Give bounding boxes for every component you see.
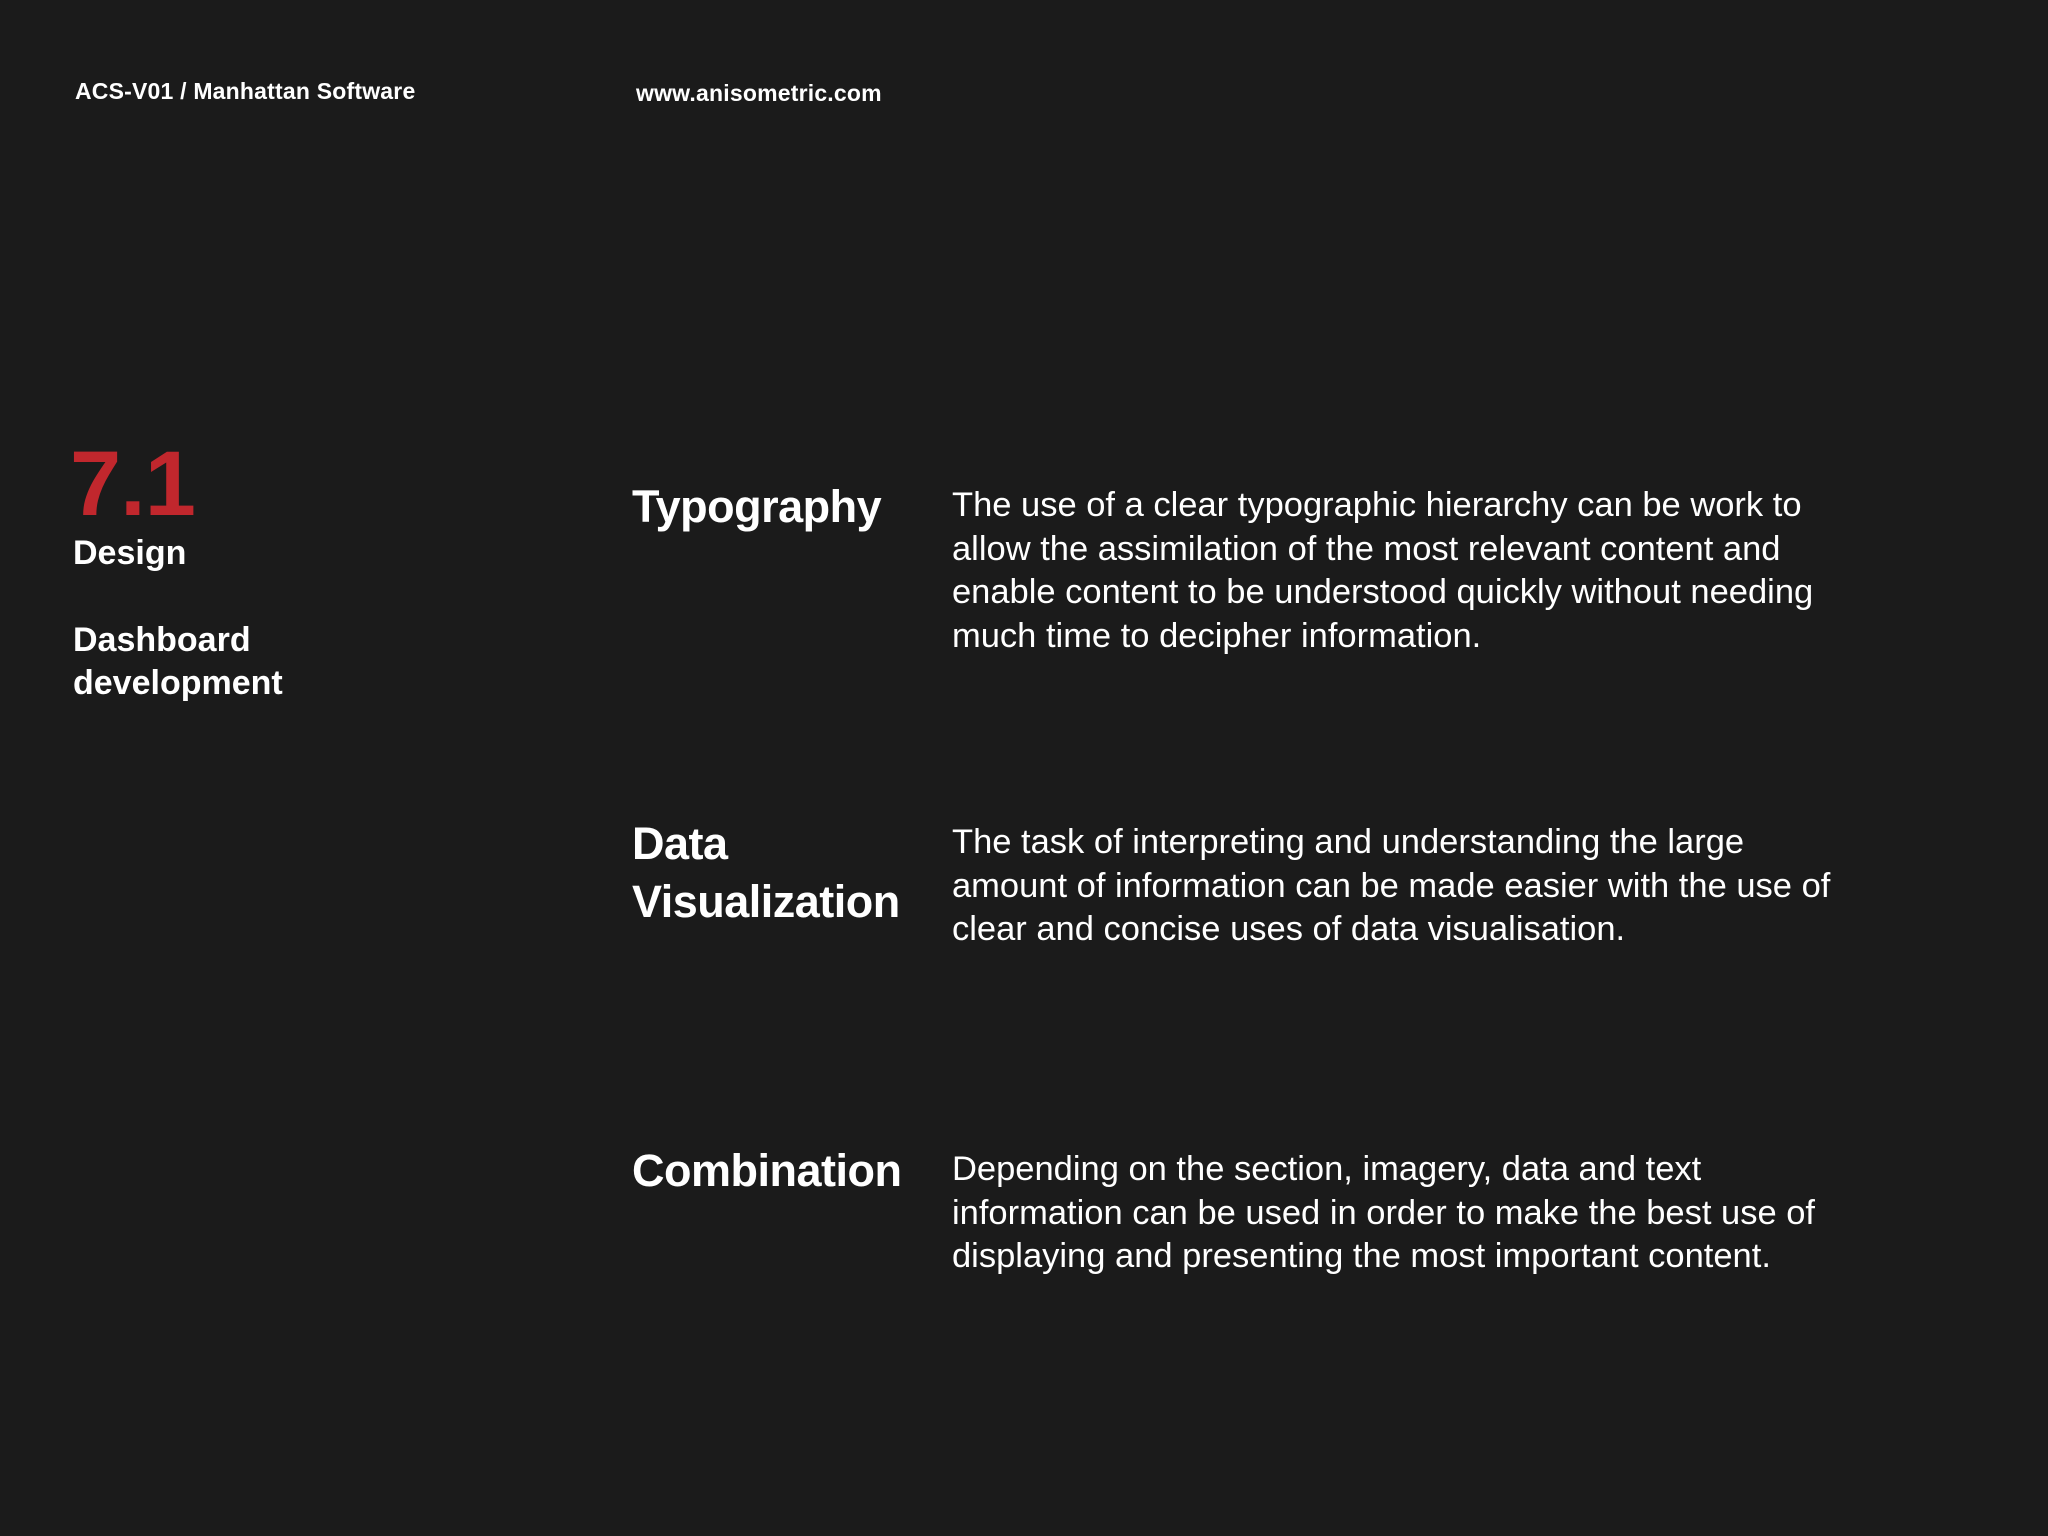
topic-body: The use of a clear typographic hierarchy can be work to allow the assimilation of the most relevant content and enable content to be understood quickly without needing much time to decipher information.: [952, 486, 1814, 655]
section-label: Design: [73, 534, 187, 572]
topic-heading: Combination: [632, 1145, 902, 1196]
section-subtitle: Dashboard development: [73, 621, 283, 702]
topic-body: The task of interpreting and understanding the large amount of information can be made easier with the use of clear and concise uses of data visualisation.: [952, 823, 1831, 948]
topic-heading: Typography: [632, 481, 882, 532]
topic-body: Depending on the section, imagery, data and text information can be used in order to make the best use of displaying and presenting the most important content.: [952, 1150, 1816, 1275]
section-number: 7.1: [70, 433, 195, 535]
topic-heading: Data Visualization: [632, 818, 900, 927]
header-doc-id: ACS-V01 / Manhattan Software: [75, 78, 416, 104]
header-url: www.anisometric.com: [636, 80, 882, 106]
